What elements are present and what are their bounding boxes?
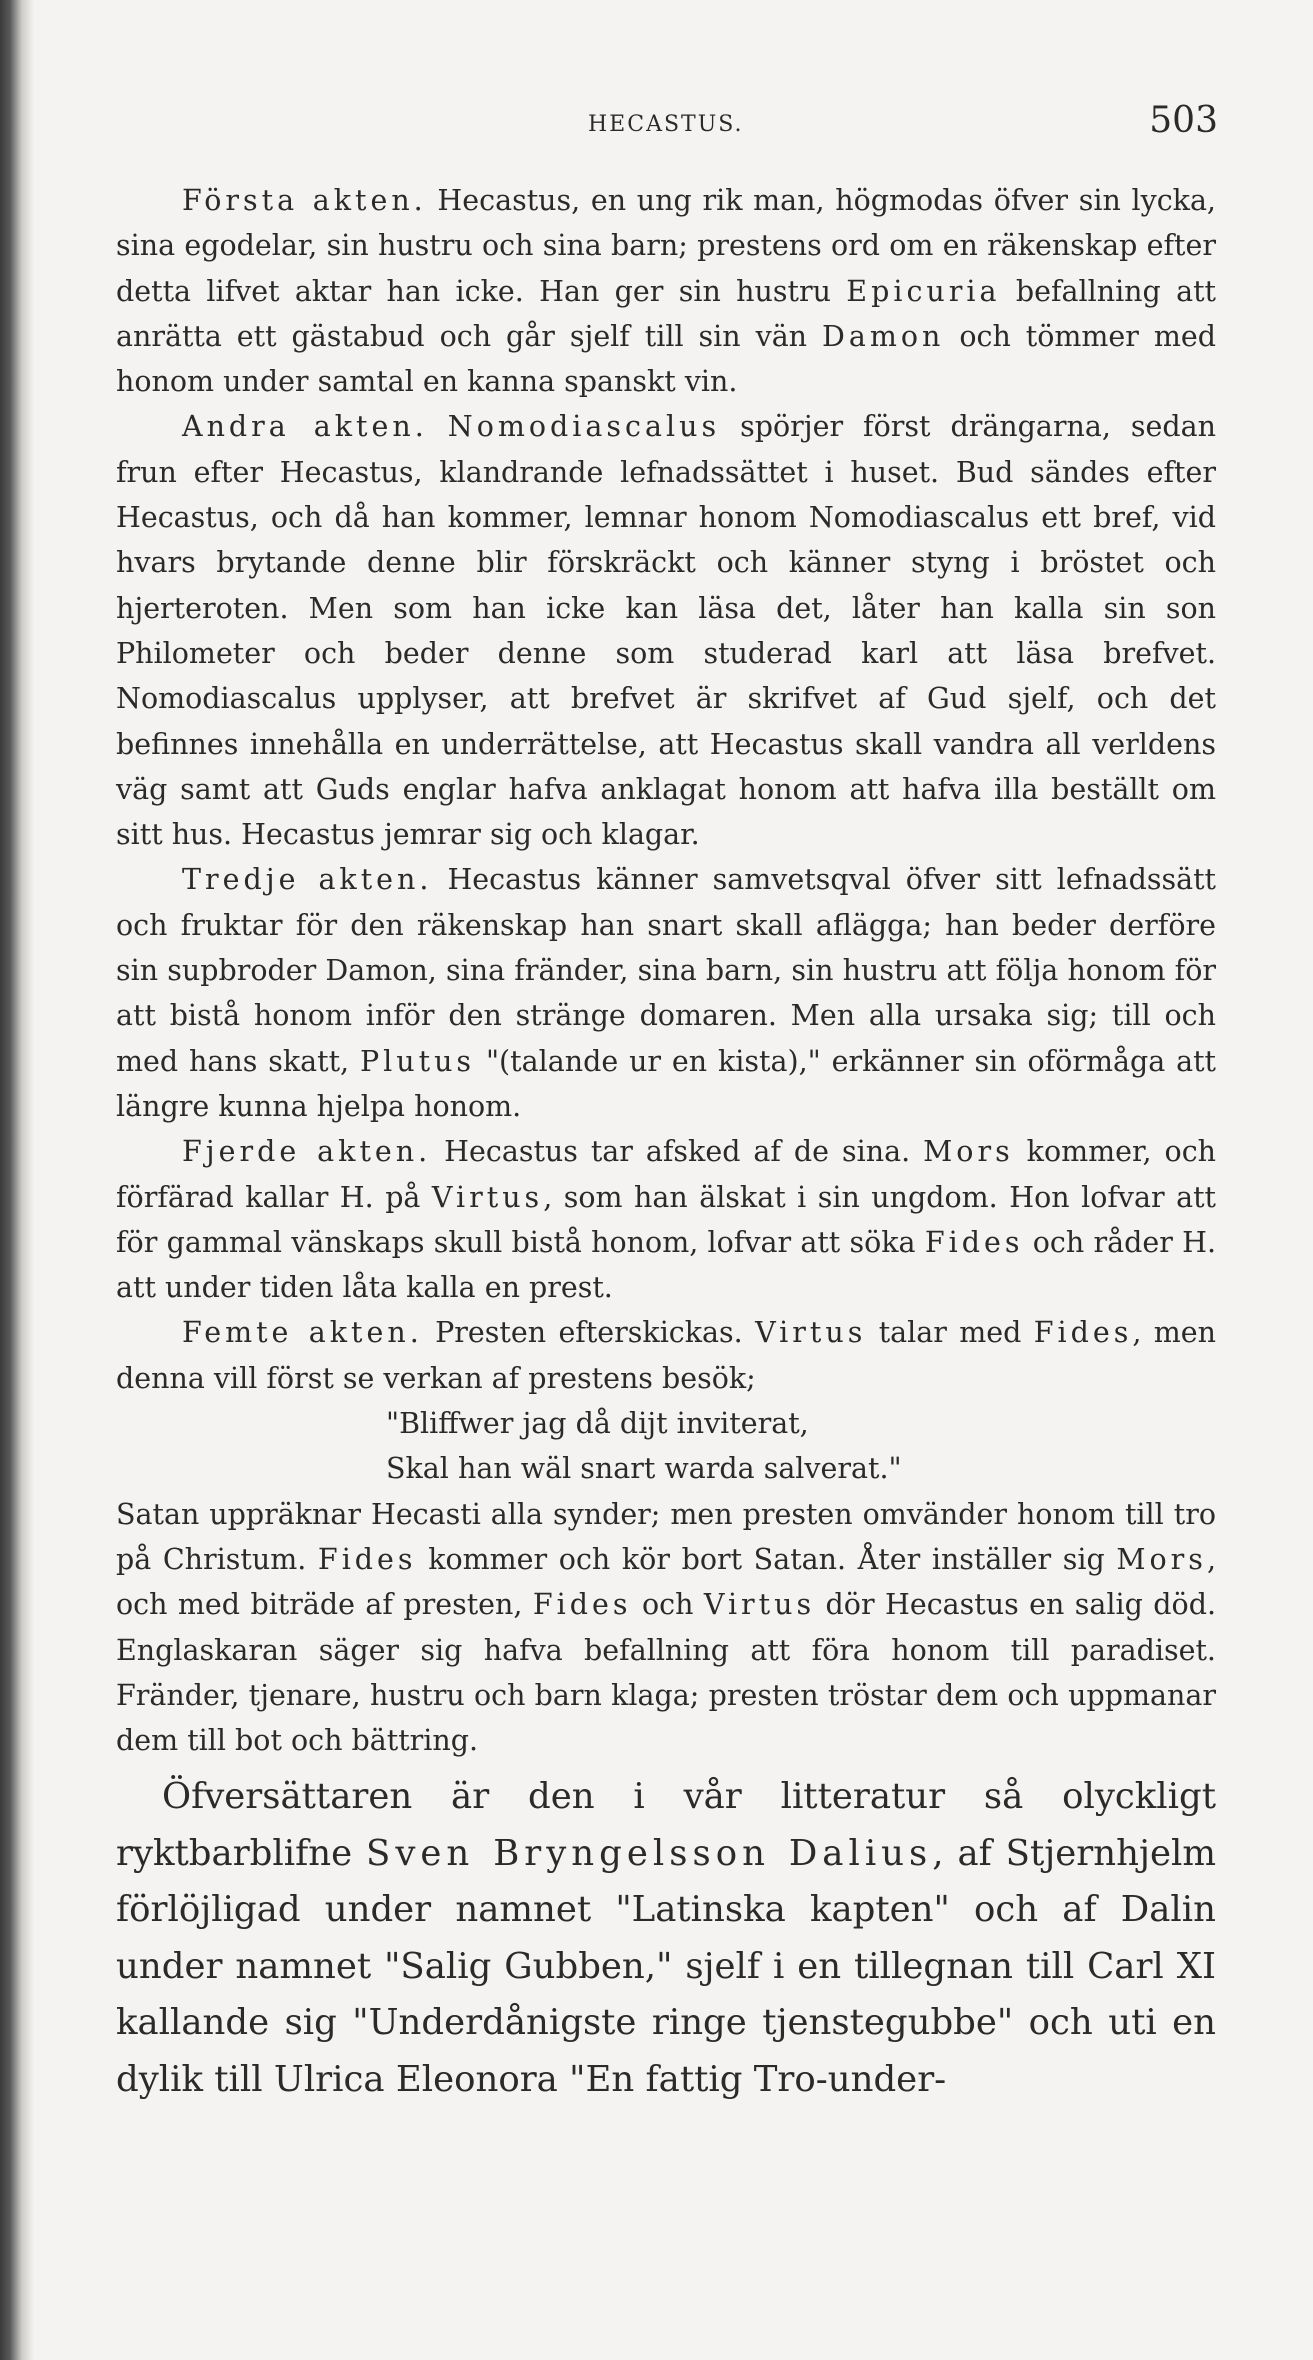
- name-fides: Fides: [317, 1542, 417, 1576]
- name-virtus: Virtus: [431, 1180, 544, 1214]
- paragraph-translator: [116, 1769, 1216, 2108]
- text: Presten efterskickas.: [422, 1316, 756, 1350]
- text: spörjer först drängarna, sedan frun efter Hecastus, klandrande lefnadssättet i huset. Bud sändes efter Hecastus, och då han kommer, lemnar honom Nomodiascalus ett bref, vid hvars brytande denne blir förskräckt och känner styng i bröstet och hjerteroten. Men som han icke kan läsa det, låter han kalla sin son Philometer och beder denne som studerad karl att läsa brefvet. Nomodiascalus upplyser, att brefvet är skrifvet af Gud sjelf, och det befinnes innehålla en underrättelse, att Hecastus skall vandra all verldens väg samt att Guds englar hafva anklagat honom att hafva illa beställt om sitt hus. Hecastus jemrar sig och klagar.: [116, 410, 1216, 852]
- text: Öfversättaren är den i vår litteratur så olyckligt ryktbarblifne: [116, 1776, 1216, 1874]
- name-fides: Fides: [532, 1588, 632, 1622]
- act-label-first: Första akten.: [182, 184, 427, 217]
- name-epicuria: Epicuria: [846, 274, 1001, 308]
- text: och: [631, 1588, 704, 1622]
- text: kommer, och förfärad kallar H. på: [116, 1135, 1217, 1214]
- name-fides: Fides: [924, 1225, 1024, 1259]
- text: "(talande ur en kista)," erkänner sin oförmåga att längre kunna hjelpa honom.: [116, 1044, 1216, 1123]
- running-title: HECASTUS.: [588, 112, 744, 137]
- paragraph-fifth-act: [116, 1310, 1216, 1401]
- paragraph-fourth-act: [116, 1129, 1216, 1310]
- act-label-second: Andra akten.: [182, 410, 428, 444]
- page-binding-edge: [0, 0, 34, 2360]
- text: dör Hecastus en salig död. Englaskaran säger sig hafva befallning att föra honom till paradiset. Fränder, tjenare, hustru och barn klaga; presten tröstar dem och uppmanar dem till bot och bättring.: [116, 1588, 1217, 1758]
- text: , men denna vill först se verkan af prestens besök;: [116, 1316, 1216, 1395]
- name-plutus: Plutus: [359, 1044, 476, 1078]
- page-header: [118, 100, 1218, 150]
- page-number: 503: [1149, 100, 1218, 141]
- page-body: [116, 178, 1216, 2108]
- act-label-fourth: Fjerde akten.: [182, 1135, 432, 1169]
- text: , som han älskat i sin ungdom. Hon lofvar att för gammal vänskaps skull bistå honom, lofvar att söka: [116, 1180, 1216, 1259]
- text: Satan uppräknar Hecasti alla synder; men presten omvänder honom till tro på Christum.: [116, 1497, 1216, 1576]
- text: talar med: [866, 1316, 1034, 1350]
- name-nomodiascalus: Nomodiascalus: [447, 410, 721, 444]
- verse-line-1: "Bliffwer jag då dijt inviterat,: [386, 1407, 809, 1441]
- text: , och med biträde af presten,: [116, 1542, 1216, 1622]
- text: , af Stjernhjelm förlöjligad under namnet "Latinska kapten" och af Dalin under namnet "Salig Gubben," sjelf i en tillegnan till Carl XI kallande sig "Underdånigste ringe tjenstegubbe" och uti en dylik till Ulrica Eleonora "En fattig Tro-under-: [116, 1832, 1217, 2100]
- text: och råder H. att under tiden låta kalla en prest.: [116, 1225, 1217, 1305]
- name-virtus: Virtus: [703, 1588, 816, 1622]
- text: befallning att anrätta ett gästabud och går sjelf till sin vän: [116, 274, 1217, 353]
- text: och tömmer med honom under samtal en kanna spanskt vin.: [116, 319, 1216, 399]
- verse-line-2: Skal han wäl snart warda salverat.": [386, 1452, 902, 1486]
- name-mors: Mors: [923, 1135, 1014, 1169]
- text: Hecastus tar afsked af de sina.: [431, 1135, 924, 1169]
- name-virtus: Virtus: [755, 1316, 867, 1350]
- paragraph-third-act: [116, 857, 1216, 1129]
- act-label-third: Tredje akten.: [182, 863, 433, 897]
- text: kommer och kör bort Satan. Åter inställer sig: [416, 1542, 1117, 1576]
- text: Hecastus, en ung rik man, högmodas öfver sin lycka, sina egodelar, sin hustru och sina barn; prestens ord om en räkenskap efter detta lifvet aktar han icke. Han ger sin hustru: [116, 184, 1216, 308]
- paragraph-second-act: [116, 404, 1216, 857]
- name-mors: Mors: [1116, 1542, 1207, 1576]
- name-translator: Sven Bryngelsson Dalius: [366, 1832, 933, 1874]
- text: Hecastus känner samvetsqval öfver sitt lefnadssätt och fruktar för den räkenskap han snart skall aflägga; han beder derföre sin supbroder Damon, sina fränder, sina barn, sin hustru att följa honom för att bistå honom inför den stränge domaren. Men alla ursaka sig; till och med hans skatt,: [116, 863, 1216, 1078]
- name-fides: Fides: [1033, 1316, 1133, 1350]
- name-damon: Damon: [822, 319, 945, 353]
- act-label-fifth: Femte akten.: [182, 1316, 423, 1350]
- paragraph-first-act: [116, 178, 1216, 404]
- paragraph-after-verse: [116, 1492, 1216, 1764]
